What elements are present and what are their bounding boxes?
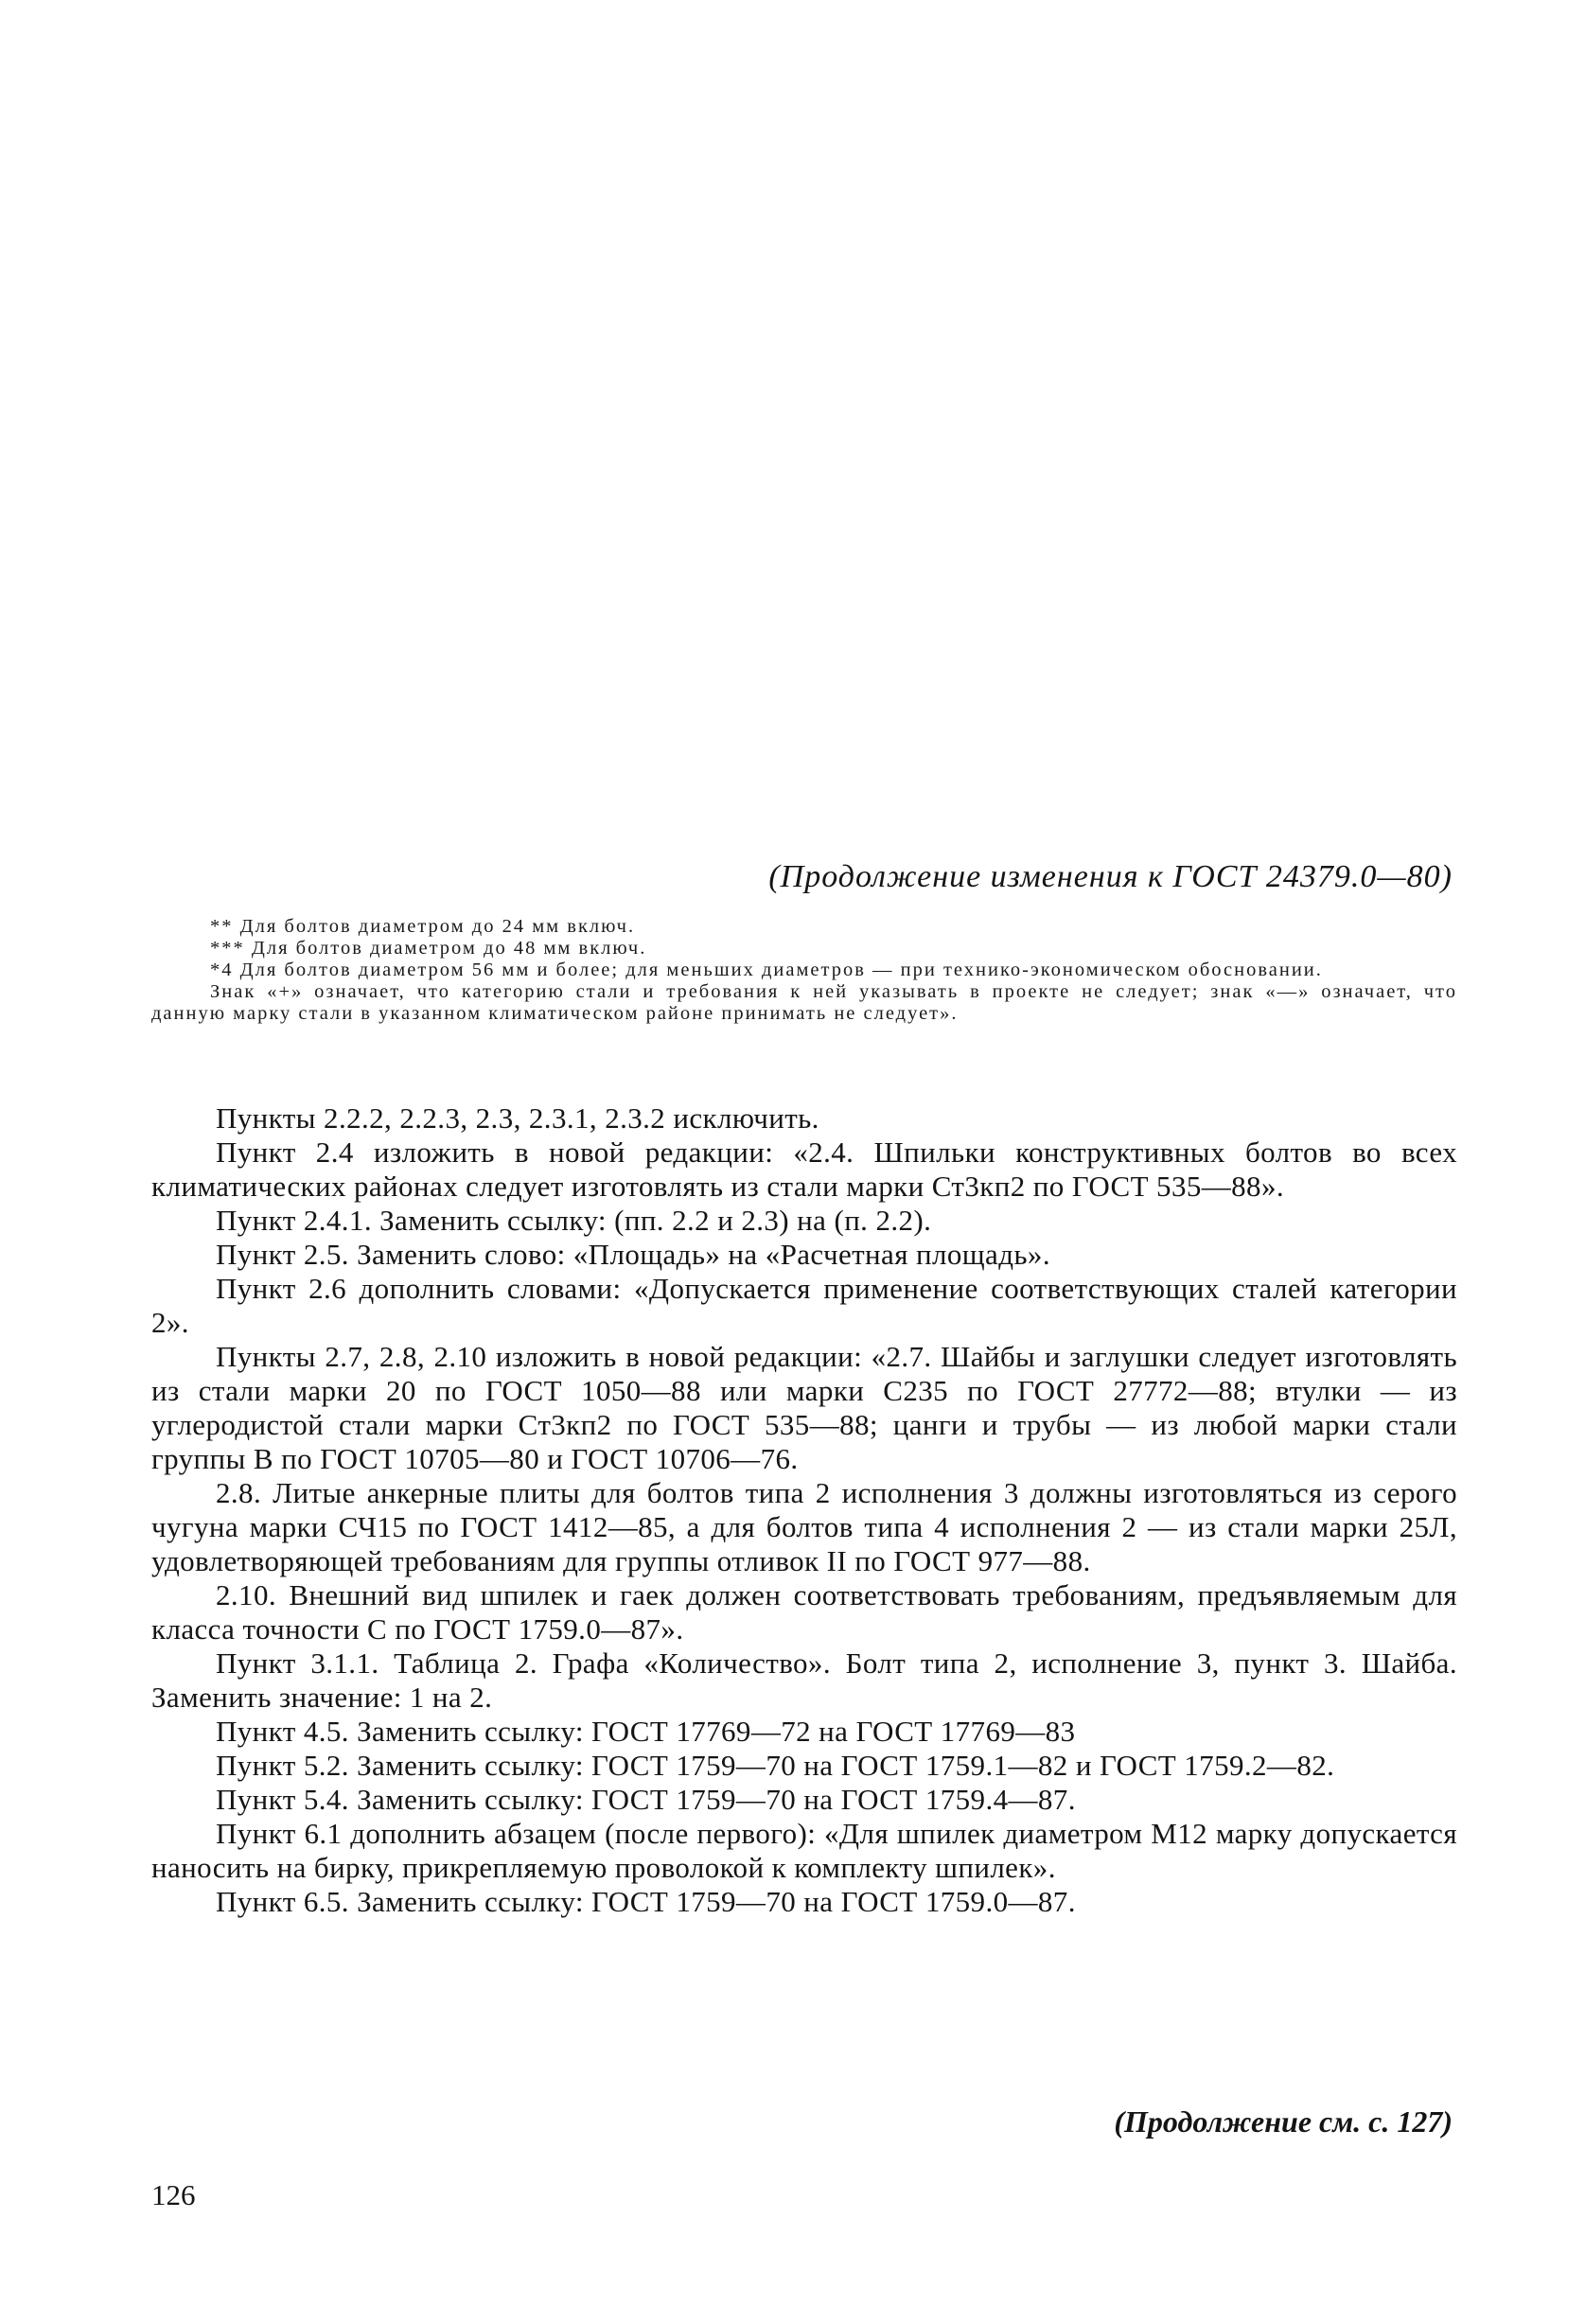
continuation-footer: (Продолжение см. с. 127) <box>1114 2104 1453 2139</box>
continuation-header: (Продолжение изменения к ГОСТ 24379.0—80) <box>768 859 1453 894</box>
page-number: 126 <box>151 2178 196 2211</box>
paragraph: Пункт 2.6 дополнить словами: «Допускается применение соответствующих сталей категории 2». <box>151 1272 1457 1339</box>
paragraph: 2.10. Внешний вид шпилек и гаек должен соответствовать требованиям, предъявляемым для класса точности С по ГОСТ 1759.0—87». <box>151 1578 1457 1646</box>
table-footnotes <box>151 916 1457 1025</box>
paragraph: Пункт 2.4 изложить в новой редакции: «2.4. Шпильки конструктивных болтов во всех климатических районах следует изготовлять из стали марки Ст3кп2 по ГОСТ 535—88». <box>151 1136 1457 1203</box>
paragraph: Пункт 6.1 дополнить абзацем (после первого): «Для шпилек диаметром М12 марку допускается наносить на бирку, прикрепляемую проволокой к комплекту шпилек». <box>151 1817 1457 1884</box>
paragraph: Пункты 2.7, 2.8, 2.10 изложить в новой редакции: «2.7. Шайбы и заглушки следует изготовлять из стали марки 20 по ГОСТ 1050—88 или марки С235 по ГОСТ 27772—88; втулки — из углеродистой стали марки Ст3кп2 по ГОСТ 535—88; цанги и трубы — из любой марки стали группы В по ГОСТ 10705—80 и ГОСТ 10706—76. <box>151 1340 1457 1475</box>
paragraph: Пункт 2.4.1. Заменить ссылку: (пп. 2.2 и 2.3) на (п. 2.2). <box>216 1204 932 1237</box>
paragraph: 2.8. Литые анкерные плиты для болтов типа 2 исполнения 3 должны изготовляться из серого чугуна марки СЧ15 по ГОСТ 1412—85, а для болтов типа 4 исполнения 2 — из стали марки 25Л, удовлетворяющей требованиям для группы отливок II по ГОСТ 977—88. <box>151 1476 1457 1577</box>
amendment-body <box>151 1101 1457 1919</box>
paragraph: Пункты 2.2.2, 2.2.3, 2.3, 2.3.1, 2.3.2 исключить. <box>216 1101 819 1135</box>
paragraph: Пункт 5.2. Заменить ссылку: ГОСТ 1759—70 на ГОСТ 1759.1—82 и ГОСТ 1759.2—82. <box>216 1749 1335 1782</box>
paragraph: Пункт 5.4. Заменить ссылку: ГОСТ 1759—70 на ГОСТ 1759.4—87. <box>216 1783 1076 1816</box>
footnote-1: ** Для болтов диаметром до 24 мм включ. <box>210 916 636 937</box>
paragraph: Пункт 4.5. Заменить ссылку: ГОСТ 17769—72 на ГОСТ 17769—83 <box>216 1715 1076 1748</box>
footnote-2: *** Для болтов диаметром до 48 мм включ. <box>210 938 647 959</box>
paragraph: Пункт 6.5. Заменить ссылку: ГОСТ 1759—70 на ГОСТ 1759.0—87. <box>216 1885 1076 1918</box>
footnote-3: *4 Для болтов диаметром 56 мм и более; для меньших диаметров — при технико-экономическом обосновании. <box>210 960 1323 980</box>
paragraph: Пункт 2.5. Заменить слово: «Площадь» на «Расчетная площадь». <box>216 1238 1050 1271</box>
paragraph: Пункт 3.1.1. Таблица 2. Графа «Количество». Болт типа 2, исполнение 3, пункт 3. Шайба. Заменить значение: 1 на 2. <box>151 1646 1457 1714</box>
sign-note: Знак «+» означает, что категорию стали и требования к ней указывать в проекте не следует; знак «—» означает, что данную марку стали в указанном климатическом районе принимать не следует». <box>151 981 1457 1024</box>
